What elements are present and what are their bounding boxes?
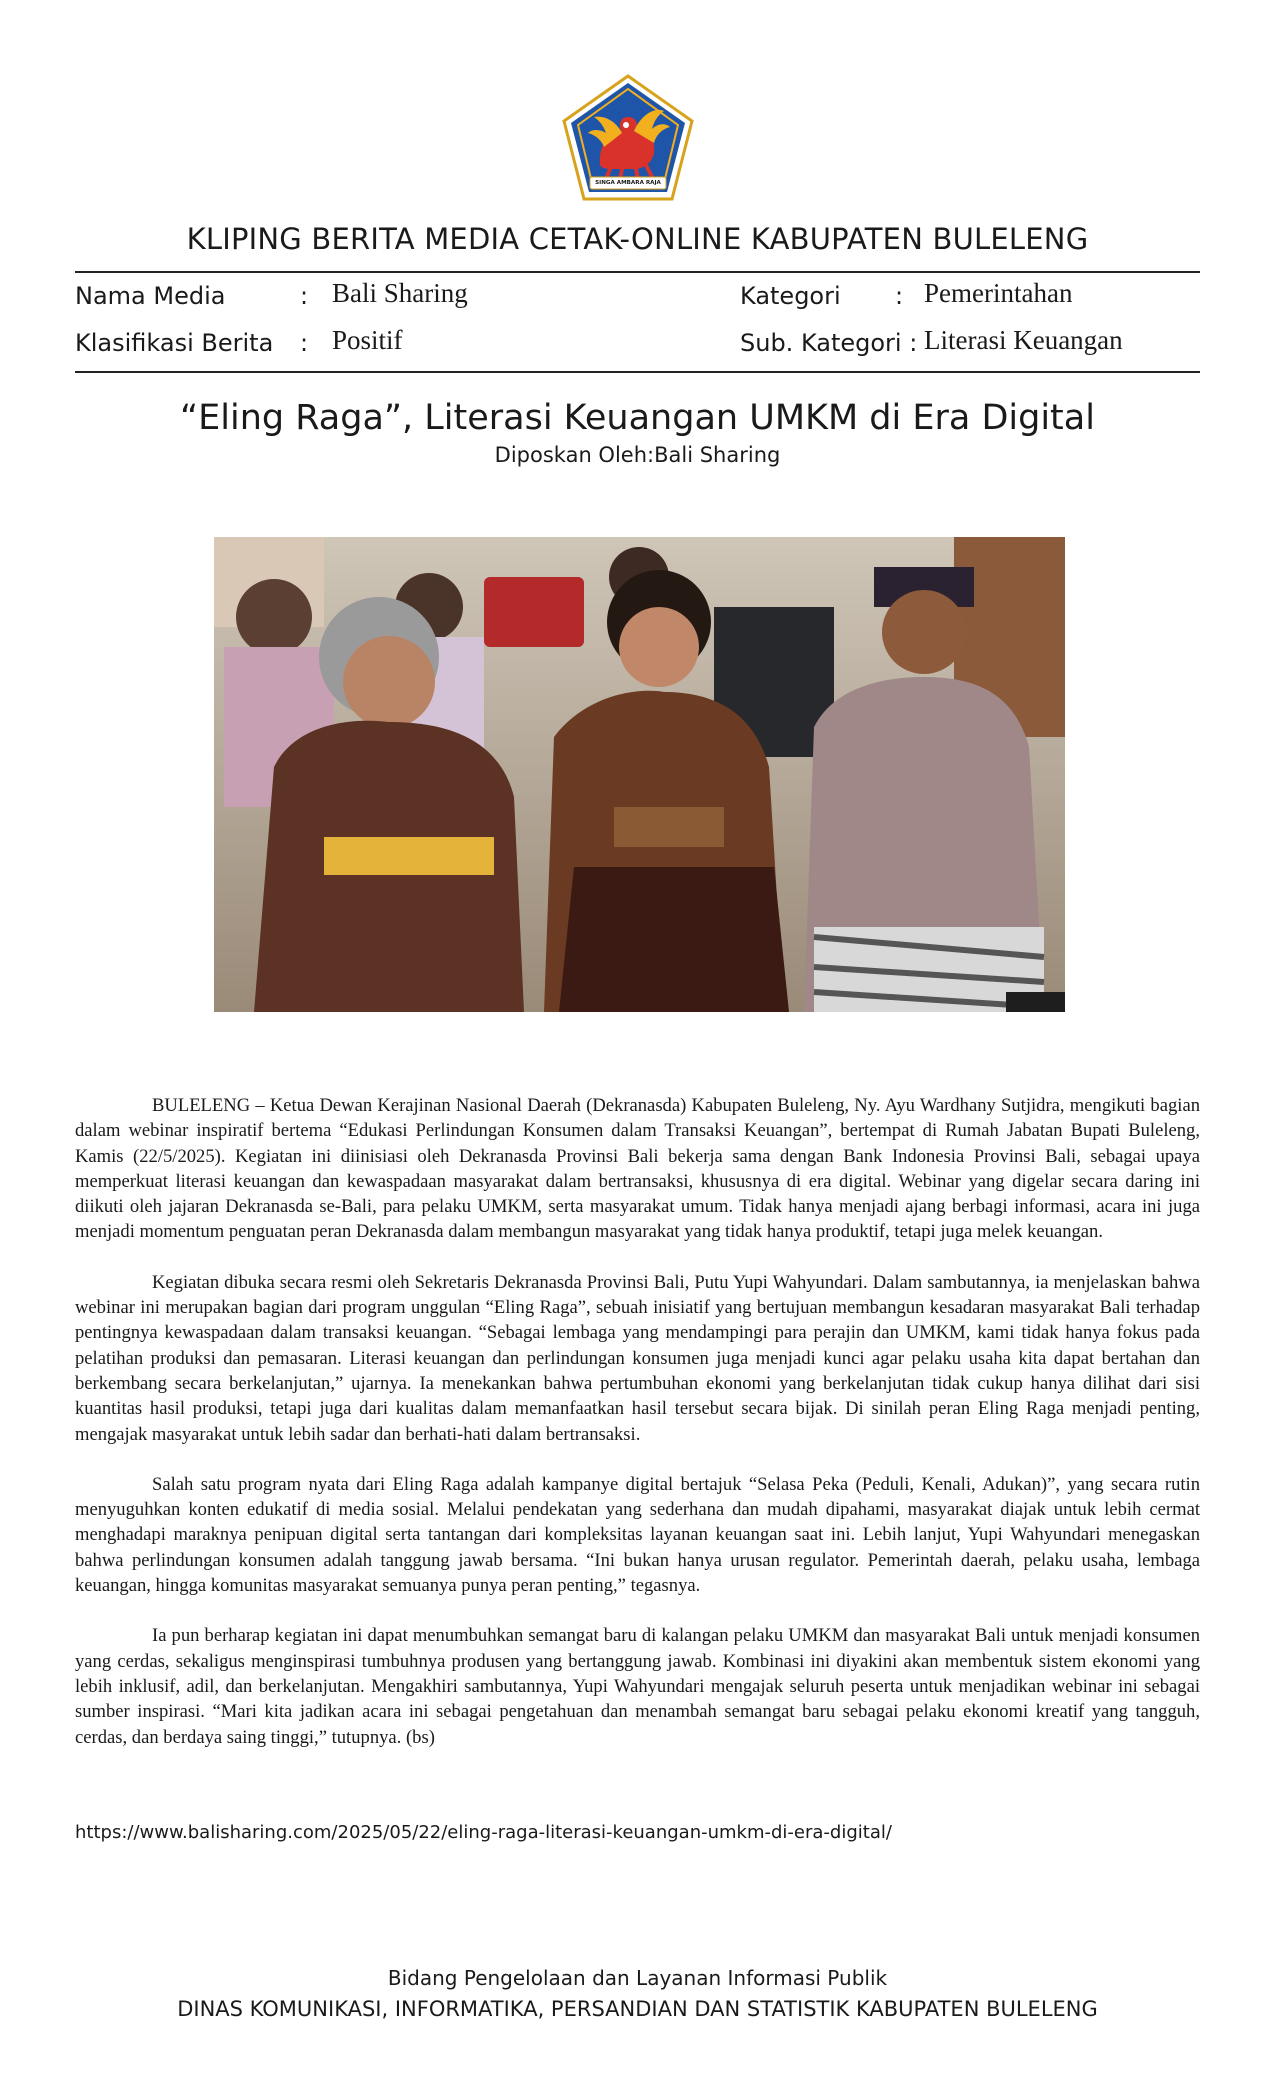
logo-motto: SINGA AMBARA RAJA: [595, 180, 661, 186]
article-photo: [214, 537, 1065, 1012]
clipping-header-title: KLIPING BERITA MEDIA CETAK-ONLINE KABUPATEN BULELENG: [186, 222, 1089, 256]
subcategory-value: Literasi Keuangan: [924, 325, 1123, 355]
article-body: [75, 1093, 1200, 1775]
news-classification-value: Positif: [332, 325, 403, 355]
subcategory-label: Sub. Kategori :: [740, 329, 918, 357]
article-paragraph-4: Ia pun berharap kegiatan ini dapat menumbuhkan semangat baru di kalangan pelaku UMKM dan masyarakat Bali untuk menjadi konsumen yang cerdas, sekaligus menginspirasi tumbuhnya produsen yang bertanggung jawab. Kombinasi ini diyakini akan membentuk sistem ekonomi yang lebih inklusif, adil, dan berkelanjutan. Mengakhiri sambutannya, Yupi Wahyundari mengajak seluruh peserta untuk menjadikan webinar ini sebagai sumber inspirasi. “Mari kita jadikan acara ini sebagai pengetahuan dan menambah semangat baru sebagai pelaku ekonomi kreatif yang tangguh, cerdas, dan berdaya saing tinggi,” tutupnya. (bs): [75, 1625, 1200, 1748]
media-name-colon: :: [300, 282, 309, 310]
media-name-value: Bali Sharing: [332, 278, 468, 308]
category-colon: :: [895, 282, 904, 310]
footer-department-name: DINAS KOMUNIKASI, INFORMATIKA, PERSANDIAN DAN STATISTIK KABUPATEN BULELENG: [177, 1997, 1098, 2021]
article-paragraph-1: BULELENG – Ketua Dewan Kerajinan Nasional Daerah (Dekranasda) Kabupaten Buleleng, Ny. Ayu Wardhany Sutjidra, mengikuti bagian dalam webinar inspiratif bertema “Edukasi Perlindungan Konsumen dalam Transaksi Keuangan”, bertempat di Rumah Jabatan Bupati Buleleng, Kamis (22/5/2025). Kegiatan ini diinisiasi oleh Dekranasda Provinsi Bali bekerja sama dengan Bank Indonesia Provinsi Bali, sebagai upaya memperkuat literasi keuangan dan kewaspadaan masyarakat dalam bertransaksi, khususnya di era digital. Webinar yang digelar secara daring ini diikuti oleh jajaran Dekranasda se-Bali, para pelaku UMKM, serta masyarakat umum. Tidak hanya menjadi ajang berbagi informasi, acara ini juga menjadi momentum penguatan peran Dekranasda dalam membangun masyarakat yang tidak hanya produktif, tetapi juga melek keuangan.: [75, 1095, 1200, 1243]
footer-department-division: Bidang Pengelolaan dan Layanan Informasi Publik: [387, 1966, 888, 1990]
news-classification-colon: :: [300, 329, 309, 357]
article-paragraph-2: Kegiatan dibuka secara resmi oleh Sekretaris Dekranasda Provinsi Bali, Putu Yupi Wahyundari. Dalam sambutannya, ia menjelaskan bahwa webinar ini merupakan bagian dari program unggulan “Eling Raga”, sebuah inisiatif yang bertujuan membangun kesadaran masyarakat Bali terhadap pentingnya kewaspadaan dalam transaksi keuangan. “Sebagai lembaga yang mendampingi para perajin dan UMKM, kami tidak hanya fokus pada pelatihan produksi dan pemasaran. Literasi keuangan dan perlindungan konsumen juga menjadi kunci agar pelaku usaha kita dapat bertahan dan berkembang secara berkelanjutan,” ujarnya. Ia menekankan bahwa pertumbuhan ekonomi yang berkelanjutan tidak cukup hanya dilihat dari sisi kuantitas hasil produksi, tetapi juga dari kualitas dalam memanfaatkan hasil tersebut secara bijak. Di sinilah peran Eling Raga menjadi penting, mengajak masyarakat untuk lebih sadar dan berhati-hati dalam bertransaksi.: [75, 1271, 1200, 1445]
header-divider-top: [75, 271, 1200, 273]
article-title: “Eling Raga”, Literasi Keuangan UMKM di Era Digital: [180, 398, 1095, 438]
article-paragraph-3: Salah satu program nyata dari Eling Raga adalah kampanye digital bertajuk “Selasa Peka (Peduli, Kenali, Adukan)”, yang secara rutin menyuguhkan konten edukatif di media sosial. Melalui pendekatan yang sederhana dan mudah dipahami, masyarakat diajak untuk lebih cermat menghadapi maraknya penipuan digital serta tantangan dari kompleksitas layanan keuangan saat ini. Lebih lanjut, Yupi Wahyundari menegaskan bahwa perlindungan konsumen adalah tanggung jawab bersama. “Ini bukan hanya urusan regulator. Pemerintah daerah, pelaku usaha, lembaga keuangan, hingga komunitas masyarakat semuanya punya peran penting,” tegasnya.: [75, 1473, 1200, 1597]
regency-logo: [560, 73, 696, 203]
news-classification-label: Klasifikasi Berita: [75, 329, 274, 357]
category-value: Pemerintahan: [924, 278, 1073, 308]
header-divider-bottom: [75, 371, 1200, 373]
source-url-link[interactable]: https://www.balisharing.com/2025/05/22/eling-raga-literasi-keuangan-umkm-di-era-digital/: [75, 1822, 892, 1843]
media-name-label: Nama Media: [75, 282, 226, 310]
category-label: Kategori: [740, 282, 841, 310]
article-byline: Diposkan Oleh:Bali Sharing: [494, 443, 781, 467]
